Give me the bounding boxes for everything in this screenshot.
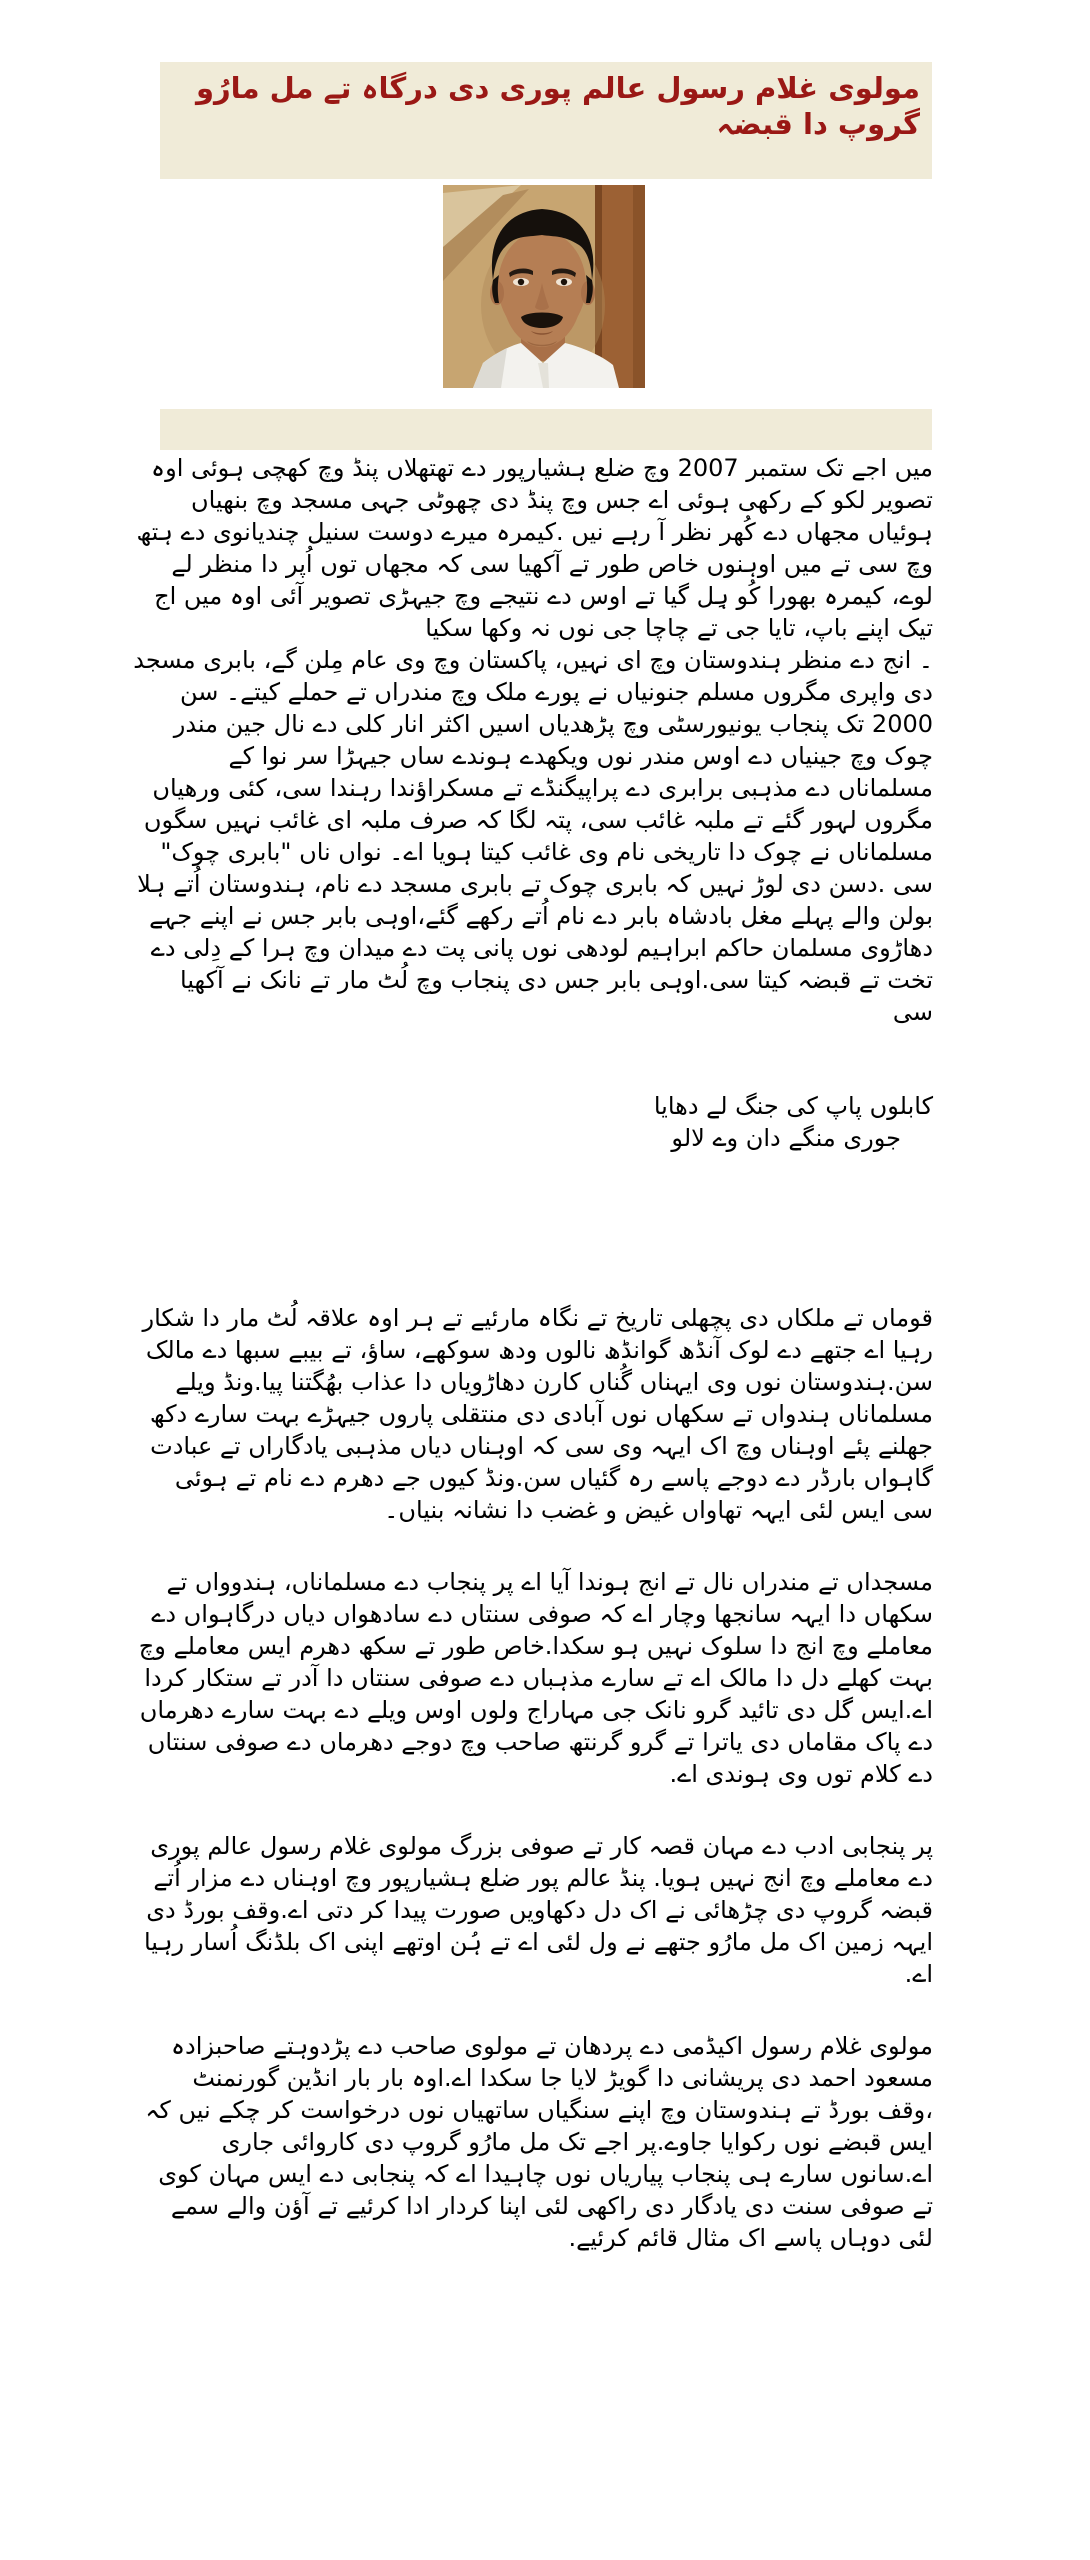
article-paragraph-1: میں اجے تک ستمبر 2007 وچ ضلع ہشیارپور دے تھتھلاں پنڈ وچ کھچی ہوئی اوہ تصویر لکو کے رکھی ہوئی اے جس وچ پنڈ دی چھوٹی جہی مسجد وچ بنھیاں ہوئیاں مجھاں دے کُھر نظر آ رہے نیں .کیمرہ میرے دوست سنیل چندیانوی دے ہتھ وچ سی تے میں اوہنوں خاص طور تے آکھیا سی کہ مجھاں توں اُپر دا منظر لے لوے، کیمرہ بھورا کُو ہِل گیا تے اوس دے نتیجے وچ جیہڑی تصویر آئی اوہ میں اج تیک اپنے باپ، تایا جی تے چاچا جی نوں نہ وکھا سکیا [136,454,933,642]
article-paragraph-3: قوماں تے ملکاں دی پچھلی تاریخ تے نگاہ مارئیے تے ہر اوہ علاقہ لُٹ مار دا شکار رہیا اے جتھے دے لوک آنڈھ گوانڈھ نالوں ودھ سوکھے، ساؤ، تے بیبے سبھا دے مالک سن.ہندوستان نوں وی ایہناں گُناں کارن دھاڑویاں دا عذاب بھُگتنا پیا.ونڈ ویلے مسلماناں ہندواں تے سکھاں نوں آبادی دی منتقلی پاروں جیہڑے بہت سارے دکھ جھلنے پئے اوہناں وچ اک ایہہ وی سی کہ اوہناں دیاں مذہبی یادگاراں تے عبادت گاہواں بارڈر دے دوجے پاسے رہ گئیاں سن.ونڈ کیوں جے دھرم دے نام تے ہوئی سی ایس لئی ایہہ تھاواں غیض و غضب دا نشانہ بنیاں۔ [142,1304,933,1524]
poetry-couplet [133,1090,933,1154]
article-paragraph-4: مسجداں تے مندراں نال تے انج ہوندا آیا اے پر پنجاب دے مسلماناں، ہندوواں تے سکھاں دا ایہہ سانجھا وچار اے کہ صوفی سنتاں دے سادھواں دیاں درگاہواں دے معاملے وچ انج دا سلوک نہیں ہو سکدا.خاص طور تے سکھ دھرم ایس معاملے وچ بہت کھلے دل دا مالک اے تے سارے مذہباں دے صوفی سنتاں دا آدر تے ستکار کردا اے.ایس گل دی تائید گرو نانک جی مہاراج ولوں اوس ویلے دے بہت سارے دھرماں دے پاک مقاماں دی یاترا تے گرو گرنتھ صاحب وچ دوجے دھرماں دے صوفی سنتاں دے کلام توں وی ہوندی اے. [138,1568,933,1788]
article-header [160,62,932,179]
article-paragraph-2: ۔ انج دے منظر ہندوستان وچ ای نہیں، پاکستان وچ وی عام مِلن گے، بابری مسجد دی واپری مگروں مسلم جنونیاں نے پورے ملک وچ مندراں تے حملے کیتے۔ سن 2000 تک پنجاب یونیورسٹی وچ پڑھدیاں اسیں اکثر انار کلی دے نال جین مندر چوک وچ جینیاں دے اوس مندر نوں ویکھدے ہوندے ساں جیہڑا سر نوا کے مسلماناں دے مذہبی برابری دے پراپیگنڈے تے مسکراؤندا رہندا سی، کئی ورھیاں مگروں لہور گئے تے ملبہ غائب سی، پتہ لگا کہ صرف ملبہ ای غائب نہیں سگوں مسلماناں نے چوک دا تاریخی نام وی غائب کیتا ہویا اے۔ نواں ناں "بابری چوک" سی .دسن دی لوڑ نہیں کہ بابری چوک تے بابری مسجد دے نام، ہندوستان اُتے ہلا بولن والے پہلے مغل بادشاہ بابر دے نام اُتے رکھے گئے،اوہی بابر جس نے اپنے جہے دھاڑوی مسلمان حاکم ابراہیم لودھی نوں پانی پت دے میدان وچ ہرا کے دِلی دے تخت تے قبضہ کیتا سی.اوہی بابر جس دی پنجاب وچ لُٹ مار تے نانک نے آکھیا سی [133,646,933,1026]
couplet-line-1: کابلوں پاپ کی جنگ لے دھایا [653,1092,933,1120]
article-body [133,452,933,2254]
article-paragraph-5: پر پنجابی ادب دے مہان قصہ کار تے صوفی بزرگ مولوی غلام رسول عالم پوری دے معاملے وچ انج نہیں ہویا. پنڈ عالم پور ضلع ہشیارپور وچ اوہناں دے مزار اُتے قبضہ گروپ دی چڑھائی نے اک دل دکھاویں صورت پیدا کر دتی اے.وقف بورڈ دی ایہہ زمین اک مل مارُو جتھے نے ول لئی اے تے ہُن اوتھے اپنی اک بلڈنگ اُسار رہیا اے. [143,1832,933,1988]
portrait-photo [443,185,645,388]
couplet-line-2: جوری منگے دان وے لالو [671,1124,901,1152]
header-divider-bar [160,409,932,450]
article-paragraph-6: مولوی غلام رسول اکیڈمی دے پردھان تے مولوی صاحب دے پڑدوہتے صاحبزادہ مسعود احمد دی پریشانی دا گویڑ لایا جا سکدا اے.اوہ بار بار انڈین گورنمنٹ ،وقف بورڈ تے ہندوستان وچ اپنے سنگیاں ساتھیاں نوں درخواست کر چکے نیں کہ ایس قبضے نوں رکوایا جاوے.پر اجے تک مل مارُو گروپ دی کاروائی جاری اے.سانوں سارے ہی پنجاب پیاریاں نوں چاہیدا اے کہ پنجابی دے ایس مہان کوی تے صوفی سنت دی یادگار دی راکھی لئی اپنا کردار ادا کرئیے تے آؤن والے سمے لئی دوہاں پاسے اک مثال قائم کرئیے. [145,2032,933,2252]
portrait-illustration [443,185,645,388]
article-title: مولوی غلام رسول عالم پوری دی درگاہ تے مل مارُو گروپ دا قبضہ [195,71,920,142]
